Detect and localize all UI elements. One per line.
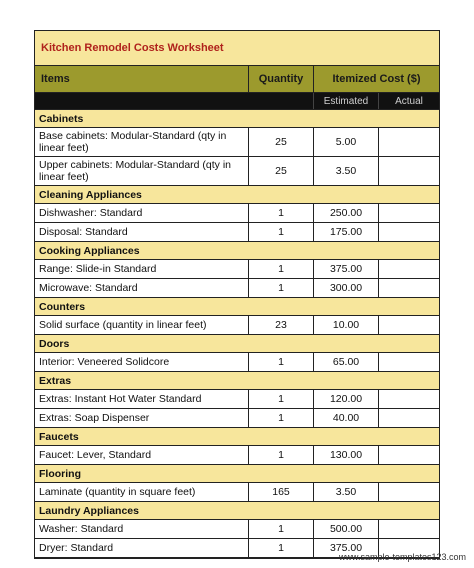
item-name-cell: Microwave: Standard — [35, 279, 249, 297]
table-row — [35, 204, 439, 223]
table-row — [35, 260, 439, 279]
category-row — [35, 298, 439, 316]
actual-cost-cell[interactable] — [379, 204, 439, 222]
item-name-cell: Extras: Instant Hot Water Standard — [35, 390, 249, 408]
table-row — [35, 157, 439, 186]
category-row — [35, 465, 439, 483]
item-name-cell: Upper cabinets: Modular-Standard (qty in linear feet) — [35, 157, 249, 185]
category-label: Cleaning Appliances — [39, 188, 142, 201]
actual-cost-cell[interactable] — [379, 316, 439, 334]
category-row — [35, 335, 439, 353]
category-label: Doors — [39, 337, 70, 350]
estimated-cost-cell: 130.00 — [314, 446, 379, 464]
category-row — [35, 428, 439, 446]
table-row — [35, 409, 439, 428]
quantity-cell: 165 — [249, 483, 314, 501]
item-name-cell: Interior: Veneered Solidcore — [35, 353, 249, 371]
item-name-cell: Range: Slide-in Standard — [35, 260, 249, 278]
quantity-cell: 1 — [249, 279, 314, 297]
estimated-cost-cell: 10.00 — [314, 316, 379, 334]
estimated-cost-cell: 375.00 — [314, 539, 379, 557]
quantity-cell: 1 — [249, 520, 314, 538]
category-row — [35, 372, 439, 390]
item-name-cell: Faucet: Lever, Standard — [35, 446, 249, 464]
actual-cost-cell[interactable] — [379, 223, 439, 241]
estimated-cost-cell: 40.00 — [314, 409, 379, 427]
estimated-cost-cell: 375.00 — [314, 260, 379, 278]
column-header-row — [35, 66, 439, 93]
quantity-cell: 1 — [249, 539, 314, 557]
category-label: Extras — [39, 374, 72, 387]
quantity-cell: 23 — [249, 316, 314, 334]
table-row — [35, 353, 439, 372]
items-column-header: Items — [35, 66, 249, 92]
actual-cost-cell[interactable] — [379, 353, 439, 371]
quantity-cell: 1 — [249, 260, 314, 278]
estimated-cost-cell: 175.00 — [314, 223, 379, 241]
estimated-cost-cell: 300.00 — [314, 279, 379, 297]
actual-cost-cell[interactable] — [379, 520, 439, 538]
table-row — [35, 520, 439, 539]
table-row — [35, 223, 439, 242]
estimated-cost-cell: 3.50 — [314, 483, 379, 501]
item-name-cell: Base cabinets: Modular-Standard (qty in linear feet) — [35, 128, 249, 156]
quantity-cell: 1 — [249, 223, 314, 241]
actual-cost-cell[interactable] — [379, 483, 439, 501]
estimated-cost-cell: 65.00 — [314, 353, 379, 371]
subheader-blank — [35, 93, 313, 109]
category-label: Laundry Appliances — [39, 504, 139, 517]
quantity-cell: 1 — [249, 353, 314, 371]
category-row — [35, 502, 439, 520]
actual-cost-cell[interactable] — [379, 279, 439, 297]
category-label: Faucets — [39, 430, 79, 443]
actual-cost-cell[interactable] — [379, 128, 439, 156]
table-row — [35, 483, 439, 502]
worksheet — [34, 30, 440, 559]
item-name-cell: Washer: Standard — [35, 520, 249, 538]
estimated-cost-cell: 3.50 — [314, 157, 379, 185]
quantity-cell: 25 — [249, 157, 314, 185]
estimated-cost-cell: 250.00 — [314, 204, 379, 222]
category-label: Cabinets — [39, 112, 84, 125]
estimated-cost-cell: 120.00 — [314, 390, 379, 408]
category-row — [35, 186, 439, 204]
item-name-cell: Dryer: Standard — [35, 539, 249, 557]
actual-cost-cell[interactable] — [379, 260, 439, 278]
category-row — [35, 242, 439, 260]
estimated-cost-cell: 500.00 — [314, 520, 379, 538]
category-label: Cooking Appliances — [39, 244, 140, 257]
quantity-cell: 25 — [249, 128, 314, 156]
actual-cost-cell[interactable] — [379, 157, 439, 185]
actual-column-header: Actual — [378, 93, 439, 109]
category-row — [35, 110, 439, 128]
table-row — [35, 390, 439, 409]
cost-subheader-row — [35, 93, 439, 110]
actual-cost-cell[interactable] — [379, 390, 439, 408]
item-name-cell: Extras: Soap Dispenser — [35, 409, 249, 427]
item-name-cell: Dishwasher: Standard — [35, 204, 249, 222]
actual-cost-cell[interactable] — [379, 409, 439, 427]
worksheet-title: Kitchen Remodel Costs Worksheet — [35, 31, 439, 66]
estimated-cost-cell: 5.00 — [314, 128, 379, 156]
table-row — [35, 279, 439, 298]
quantity-cell: 1 — [249, 409, 314, 427]
table-row — [35, 316, 439, 335]
quantity-column-header: Quantity — [249, 66, 314, 92]
category-label: Flooring — [39, 467, 81, 480]
item-name-cell: Disposal: Standard — [35, 223, 249, 241]
quantity-cell: 1 — [249, 390, 314, 408]
quantity-cell: 1 — [249, 204, 314, 222]
itemized-cost-column-header: Itemized Cost ($) — [332, 73, 421, 85]
item-name-cell: Solid surface (quantity in linear feet) — [35, 316, 249, 334]
category-label: Counters — [39, 300, 86, 313]
table-row — [35, 446, 439, 465]
item-name-cell: Laminate (quantity in square feet) — [35, 483, 249, 501]
actual-cost-cell[interactable] — [379, 446, 439, 464]
estimated-column-header: Estimated — [313, 93, 378, 109]
watermark: www.sample-templates123.com — [338, 552, 466, 562]
quantity-cell: 1 — [249, 446, 314, 464]
worksheet-body — [35, 110, 439, 558]
table-row — [35, 128, 439, 157]
